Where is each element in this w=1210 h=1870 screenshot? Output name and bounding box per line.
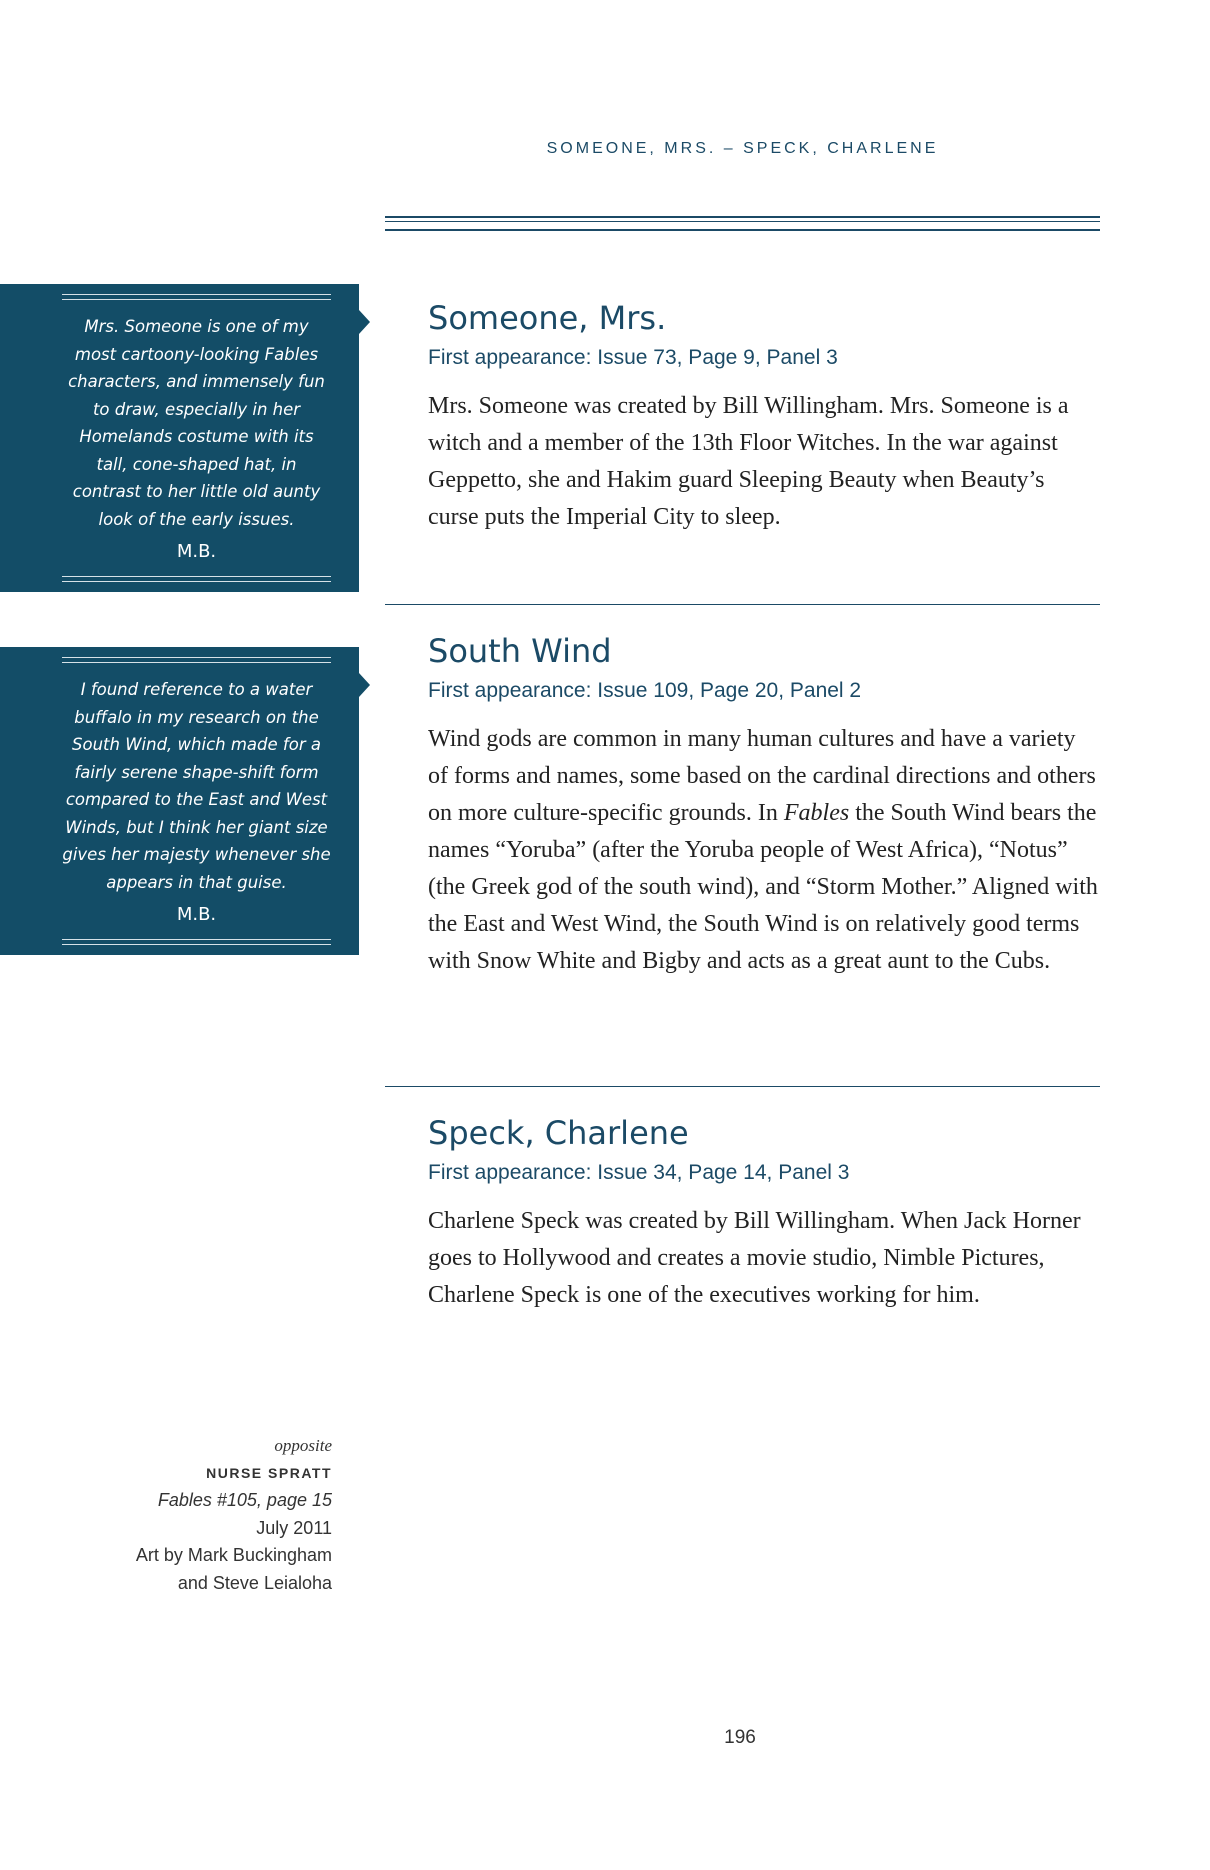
entry-title: South Wind [428, 632, 612, 670]
sidebar-note-text: I found reference to a water buffalo in my research on the South Wind, which made for a fairly serene shape-shift form compared to the East and West Winds, but I think her giant size gives her majesty whenever she appears in that guise. [62, 680, 331, 892]
sidebar-note-signature: M.B. [176, 541, 217, 562]
sidebar-note-someone [0, 284, 359, 592]
entry-first-appearance: First appearance: Issue 73, Page 9, Panel 3 [428, 346, 838, 369]
entry-body-italic: Fables [783, 800, 850, 826]
caption-credit: Art by Mark Buckingham [135, 1545, 332, 1565]
sidebar-note-south-wind [0, 647, 359, 955]
sidebar-note-text: Mrs. Someone is one of my most cartoony-looking Fables characters, and immensely fun to draw, especially in her Homelands costume with its tall, cone-shaped hat, in contrast to her little old aunty look of the early issues. [68, 317, 325, 529]
entry-body-text: Wind gods are common in many human cultures and have a variety of forms and names, some based on the cardinal directions and others on more culture-specific grounds. In [428, 726, 1096, 826]
running-head: SOMEONE, MRS. – SPECK, CHARLENE [546, 140, 939, 157]
entry-first-appearance: First appearance: Issue 34, Page 14, Panel 3 [428, 1161, 850, 1184]
entry-first-appearance: First appearance: Issue 109, Page 20, Panel 2 [428, 679, 862, 702]
entry-body-text: the South Wind bears the names “Yoruba” (after the Yoruba people of West Africa), “Notus” (the Greek god of the south wind), and “Storm Mother.” Aligned with the East and West Wind, the South Wind is on relatively good terms with Snow White and Bigby and acts as a great aunt to the Cubs. [428, 800, 1098, 974]
sidebar-top-rule [62, 657, 331, 663]
entry-speck-charlene [428, 1113, 1100, 1314]
sidebar-note-signature: M.B. [176, 904, 217, 925]
entry-someone-mrs [428, 298, 1100, 536]
image-caption [136, 1432, 332, 1597]
sidebar-bottom-rule [62, 939, 331, 945]
entry-body [428, 721, 1100, 980]
entry-title: Someone, Mrs. [428, 299, 667, 337]
entry-divider [385, 604, 1100, 605]
caption-title: NURSE SPRATT [206, 1464, 332, 1481]
caption-credit: and Steve Leialoha [177, 1572, 332, 1593]
sidebar-bottom-rule [62, 576, 331, 582]
entry-divider [385, 1086, 1100, 1087]
entry-title: Speck, Charlene [428, 1114, 689, 1152]
caption-opposite: opposite [274, 1436, 332, 1455]
caption-issue: Fables #105, page 15 [157, 1490, 332, 1510]
entry-south-wind [428, 631, 1100, 980]
header-rule [385, 216, 1100, 231]
caption-date: July 2011 [256, 1517, 332, 1538]
page-number: 196 [724, 1727, 756, 1748]
entry-body: Charlene Speck was created by Bill Willingham. When Jack Horner goes to Hollywood and creates a movie studio, Nimble Pictures, Charlene Speck is one of the executives working for him. [428, 1208, 1081, 1308]
sidebar-top-rule [62, 294, 331, 300]
entry-body: Mrs. Someone was created by Bill Willingham. Mrs. Someone is a witch and a member of the 13th Floor Witches. In the war against Geppetto, she and Hakim guard Sleeping Beauty when Beauty’s curse puts the Imperial City to sleep. [428, 393, 1069, 530]
